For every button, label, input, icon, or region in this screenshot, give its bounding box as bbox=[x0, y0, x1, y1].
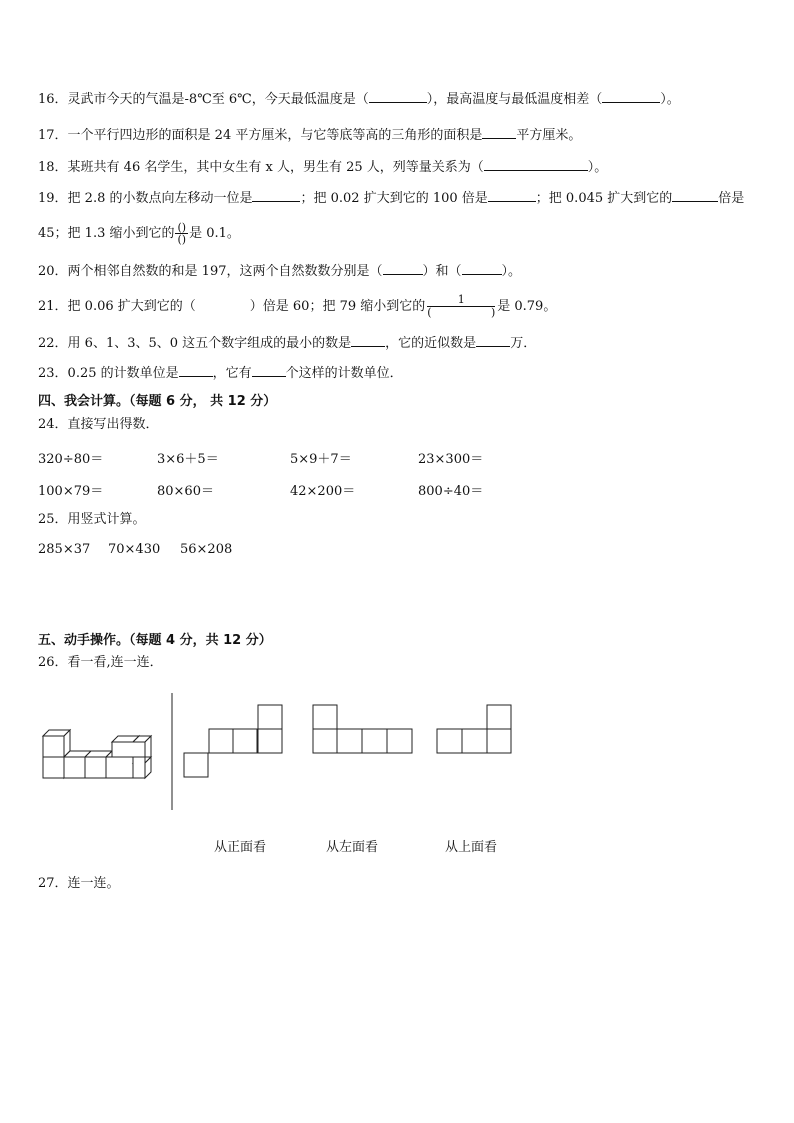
question-22: 22．用 6、1、3、5、0 这五个数字组成的最小的数是 ，它的近似数是 万． bbox=[38, 336, 537, 351]
question-26: 26．看一看,连一连． bbox=[38, 655, 163, 670]
vertical-calc-item: 70×430 bbox=[108, 542, 161, 557]
question-18: 18．某班共有 46 名学生，其中女生有 x 人，男生有 25 人，列等量关系为（ ）。 bbox=[38, 160, 608, 175]
calc-item: 100×79＝ bbox=[38, 484, 104, 499]
question-20: 20．两个相邻自然数的和是 197，这两个自然数数分别是（ ）和（ ）。 bbox=[38, 264, 522, 279]
calc-item: 5×9＋7＝ bbox=[290, 452, 352, 467]
fraction: $\frac{()}{()}$ bbox=[177, 221, 187, 246]
question-23: 23．0.25 的计数单位是 ，它有 个这样的计数单位． bbox=[38, 366, 403, 381]
question-16: 16．灵武市今天的气温是-8℃至 6℃，今天最低温度是（ ），最高温度与最低温度相差（ ）。 bbox=[38, 92, 680, 107]
question-27: 27．连一连。 bbox=[38, 876, 120, 891]
calc-item: 3×6＋5＝ bbox=[157, 452, 219, 467]
calc-item: 320÷80＝ bbox=[38, 452, 104, 467]
question-19: 19．把 2.8 的小数点向左移动一位是 ；把 0.02 扩大到它的 100 倍是 ；把 0.045 扩大到它的 倍是 bbox=[38, 191, 745, 206]
question-19-cont: 45；把 1.3 缩小到它的 $\frac{()}{()}$ 是 0.1。 bbox=[38, 221, 240, 246]
calc-item: 23×300＝ bbox=[418, 452, 484, 467]
question-17: 17．一个平行四边形的面积是 24 平方厘米，与它等底等高的三角形的面积是 平方厘米。 bbox=[38, 128, 582, 143]
vertical-calc-item: 56×208 bbox=[180, 542, 233, 557]
section-5-heading: 五、动手操作。（每题 4 分，共 12 分） bbox=[38, 633, 272, 648]
question-24: 24．直接写出得数． bbox=[38, 417, 159, 432]
question-21: 21．把 0.06 扩大到它的（ ）倍是 60；把 79 缩小到它的 1 ( ) 是 0.79。 bbox=[38, 293, 557, 319]
calc-item: 800÷40＝ bbox=[418, 484, 484, 499]
section-4-heading: 四、我会计算。（每题 6 分， 共 12 分） bbox=[38, 394, 277, 409]
view-label-front: 从正面看 bbox=[214, 840, 267, 855]
view-front-shape bbox=[184, 705, 282, 777]
calc-item: 42×200＝ bbox=[290, 484, 356, 499]
view-top-shape bbox=[437, 705, 511, 753]
view-left-shape bbox=[313, 705, 412, 753]
question-25: 25．用竖式计算。 bbox=[38, 512, 146, 527]
vertical-calc-item: 285×37 bbox=[38, 542, 91, 557]
view-label-left: 从左面看 bbox=[326, 840, 379, 855]
view-label-top: 从上面看 bbox=[445, 840, 498, 855]
fraction: 1 ( ) bbox=[427, 293, 496, 319]
cube-stack bbox=[43, 730, 151, 778]
calc-item: 80×60＝ bbox=[157, 484, 214, 499]
